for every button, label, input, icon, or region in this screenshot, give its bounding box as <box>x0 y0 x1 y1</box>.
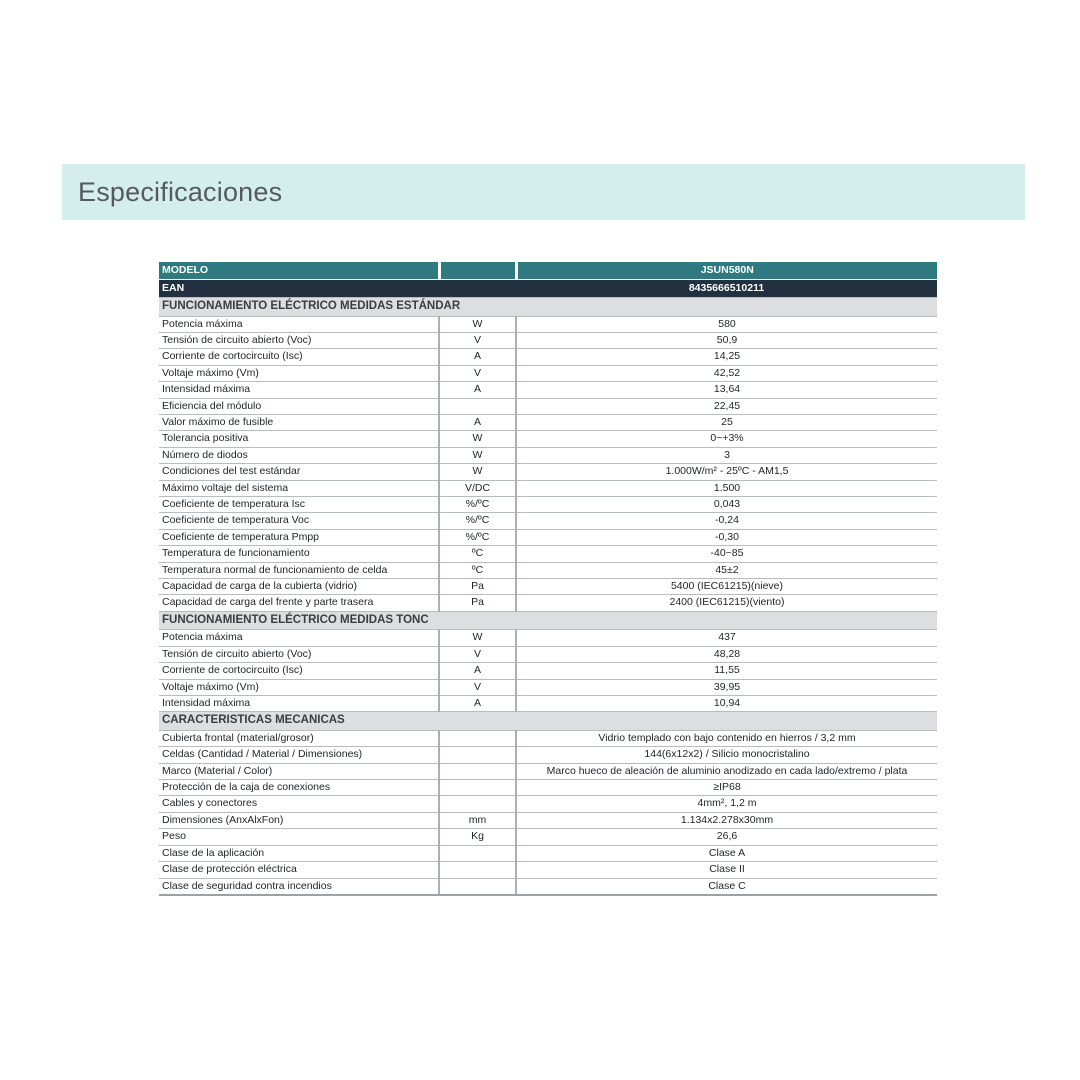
spec-label: Temperatura de funcionamiento <box>159 546 439 562</box>
spec-value: 13,64 <box>516 382 937 398</box>
ean-row <box>159 280 937 298</box>
spec-label: Valor máximo de fusible <box>159 414 439 430</box>
spec-label: Potencia máxima <box>159 630 439 646</box>
spec-row <box>159 812 937 828</box>
ean-value: 8435666510211 <box>516 280 937 298</box>
page-title: Especificaciones <box>78 177 283 207</box>
spec-row <box>159 829 937 845</box>
spec-row <box>159 398 937 414</box>
spec-value: ≥IP68 <box>516 780 937 796</box>
spec-unit: Pa <box>439 595 516 611</box>
spec-label: Coeficiente de temperatura Isc <box>159 496 439 512</box>
spec-row <box>159 365 937 381</box>
spec-label: Peso <box>159 829 439 845</box>
section-header-row <box>159 712 937 731</box>
spec-row <box>159 496 937 512</box>
spec-label: Eficiencia del módulo <box>159 398 439 414</box>
spec-unit: %/ºC <box>439 496 516 512</box>
spec-value: 4mm², 1,2 m <box>516 796 937 812</box>
spec-value: 25 <box>516 414 937 430</box>
spec-label: Tensión de circuito abierto (Voc) <box>159 332 439 348</box>
spec-row <box>159 529 937 545</box>
spec-unit: Kg <box>439 829 516 845</box>
spec-row <box>159 845 937 861</box>
spec-unit: ºC <box>439 546 516 562</box>
spec-unit <box>439 398 516 414</box>
spec-label: Dimensiones (AnxAlxFon) <box>159 812 439 828</box>
spec-unit: V <box>439 646 516 662</box>
spec-row <box>159 780 937 796</box>
spec-value: 42,52 <box>516 365 937 381</box>
spec-label: Intensidad máxima <box>159 695 439 711</box>
spec-label: Tolerancia positiva <box>159 431 439 447</box>
spec-label: Intensidad máxima <box>159 382 439 398</box>
spec-label: Clase de protección eléctrica <box>159 862 439 878</box>
spec-unit <box>439 780 516 796</box>
spec-label: Número de diodos <box>159 447 439 463</box>
spec-row <box>159 579 937 595</box>
spec-unit: %/ºC <box>439 529 516 545</box>
model-unit-cell <box>439 262 516 280</box>
spec-label: Clase de la aplicación <box>159 845 439 861</box>
spec-value: 10,94 <box>516 695 937 711</box>
spec-label: Corriente de cortocircuito (Isc) <box>159 663 439 679</box>
spec-row <box>159 595 937 611</box>
spec-row <box>159 730 937 746</box>
section-header-row <box>159 611 937 630</box>
spec-value: 1.000W/m² - 25ºC - AM1,5 <box>516 464 937 480</box>
spec-unit: ºC <box>439 562 516 578</box>
spec-label: Capacidad de carga de la cubierta (vidrio) <box>159 579 439 595</box>
spec-value: 0,043 <box>516 496 937 512</box>
spec-value: 0~+3% <box>516 431 937 447</box>
spec-table <box>159 262 937 896</box>
spec-label: Coeficiente de temperatura Voc <box>159 513 439 529</box>
spec-unit <box>439 796 516 812</box>
section-header-row <box>159 298 937 317</box>
spec-value: 2400 (IEC61215)(viento) <box>516 595 937 611</box>
spec-label: Máximo voltaje del sistema <box>159 480 439 496</box>
spec-unit: V <box>439 365 516 381</box>
spec-unit: %/ºC <box>439 513 516 529</box>
spec-label: Voltaje máximo (Vm) <box>159 365 439 381</box>
spec-label: Temperatura normal de funcionamiento de celda <box>159 562 439 578</box>
spec-value: 144(6x12x2) / Silicio monocristalino <box>516 747 937 763</box>
spec-value: -0,24 <box>516 513 937 529</box>
spec-row <box>159 546 937 562</box>
spec-value: 14,25 <box>516 349 937 365</box>
spec-value: -40~85 <box>516 546 937 562</box>
spec-value: 437 <box>516 630 937 646</box>
ean-unit-cell <box>439 280 516 298</box>
spec-unit: A <box>439 414 516 430</box>
spec-unit <box>439 763 516 779</box>
spec-value: Clase C <box>516 878 937 895</box>
spec-unit: W <box>439 431 516 447</box>
spec-unit: A <box>439 382 516 398</box>
spec-label: Celdas (Cantidad / Material / Dimensiones) <box>159 747 439 763</box>
spec-unit <box>439 862 516 878</box>
spec-row <box>159 796 937 812</box>
model-value: JSUN580N <box>516 262 937 280</box>
spec-label: Clase de seguridad contra incendios <box>159 878 439 895</box>
spec-row <box>159 646 937 662</box>
spec-label: Condiciones del test estándar <box>159 464 439 480</box>
spec-unit: mm <box>439 812 516 828</box>
spec-unit: A <box>439 695 516 711</box>
spec-value: Marco hueco de aleación de aluminio anodizado en cada lado/extremo / plata <box>516 763 937 779</box>
spec-unit: V <box>439 332 516 348</box>
spec-row <box>159 862 937 878</box>
spec-row <box>159 695 937 711</box>
spec-label: Marco (Material / Color) <box>159 763 439 779</box>
spec-row <box>159 630 937 646</box>
spec-row <box>159 431 937 447</box>
spec-row <box>159 332 937 348</box>
spec-value: 580 <box>516 316 937 332</box>
spec-row <box>159 382 937 398</box>
spec-row <box>159 349 937 365</box>
spec-row <box>159 464 937 480</box>
title-band <box>62 164 1025 220</box>
spec-label: Voltaje máximo (Vm) <box>159 679 439 695</box>
spec-unit: Pa <box>439 579 516 595</box>
model-row <box>159 262 937 280</box>
spec-value: -0,30 <box>516 529 937 545</box>
spec-label: Corriente de cortocircuito (Isc) <box>159 349 439 365</box>
spec-unit <box>439 845 516 861</box>
spec-unit: W <box>439 464 516 480</box>
spec-row <box>159 747 937 763</box>
spec-row <box>159 679 937 695</box>
spec-unit: V <box>439 679 516 695</box>
spec-row <box>159 316 937 332</box>
spec-unit: W <box>439 316 516 332</box>
spec-value: 50,9 <box>516 332 937 348</box>
spec-unit <box>439 730 516 746</box>
spec-row <box>159 447 937 463</box>
spec-unit: A <box>439 663 516 679</box>
spec-value: 45±2 <box>516 562 937 578</box>
spec-value: Clase II <box>516 862 937 878</box>
spec-value: Vidrio templado con bajo contenido en hierros / 3,2 mm <box>516 730 937 746</box>
section-title: FUNCIONAMIENTO ELÉCTRICO MEDIDAS TONC <box>159 611 937 630</box>
spec-row <box>159 414 937 430</box>
spec-label: Tensión de circuito abierto (Voc) <box>159 646 439 662</box>
spec-unit <box>439 878 516 895</box>
section-title: CARACTERISTICAS MECANICAS <box>159 712 937 731</box>
spec-label: Cubierta frontal (material/grosor) <box>159 730 439 746</box>
spec-unit: W <box>439 630 516 646</box>
spec-label: Capacidad de carga del frente y parte trasera <box>159 595 439 611</box>
spec-row <box>159 878 937 895</box>
spec-row <box>159 513 937 529</box>
spec-value: 3 <box>516 447 937 463</box>
spec-value: 39,95 <box>516 679 937 695</box>
spec-value: 48,28 <box>516 646 937 662</box>
section-title: FUNCIONAMIENTO ELÉCTRICO MEDIDAS ESTÁNDAR <box>159 298 937 317</box>
spec-unit: A <box>439 349 516 365</box>
spec-table-body <box>159 262 937 895</box>
spec-row <box>159 763 937 779</box>
spec-unit <box>439 747 516 763</box>
spec-unit: V/DC <box>439 480 516 496</box>
spec-value: 1.134x2.278x30mm <box>516 812 937 828</box>
spec-value: 26,6 <box>516 829 937 845</box>
spec-label: Protección de la caja de conexiones <box>159 780 439 796</box>
spec-row <box>159 480 937 496</box>
spec-value: 11,55 <box>516 663 937 679</box>
spec-row <box>159 663 937 679</box>
spec-value: 22,45 <box>516 398 937 414</box>
ean-label: EAN <box>159 280 439 298</box>
spec-label: Potencia máxima <box>159 316 439 332</box>
spec-value: 5400 (IEC61215)(nieve) <box>516 579 937 595</box>
spec-unit: W <box>439 447 516 463</box>
model-label: MODELO <box>159 262 439 280</box>
spec-value: Clase A <box>516 845 937 861</box>
spec-row <box>159 562 937 578</box>
spec-label: Cables y conectores <box>159 796 439 812</box>
spec-label: Coeficiente de temperatura Pmpp <box>159 529 439 545</box>
spec-value: 1.500 <box>516 480 937 496</box>
